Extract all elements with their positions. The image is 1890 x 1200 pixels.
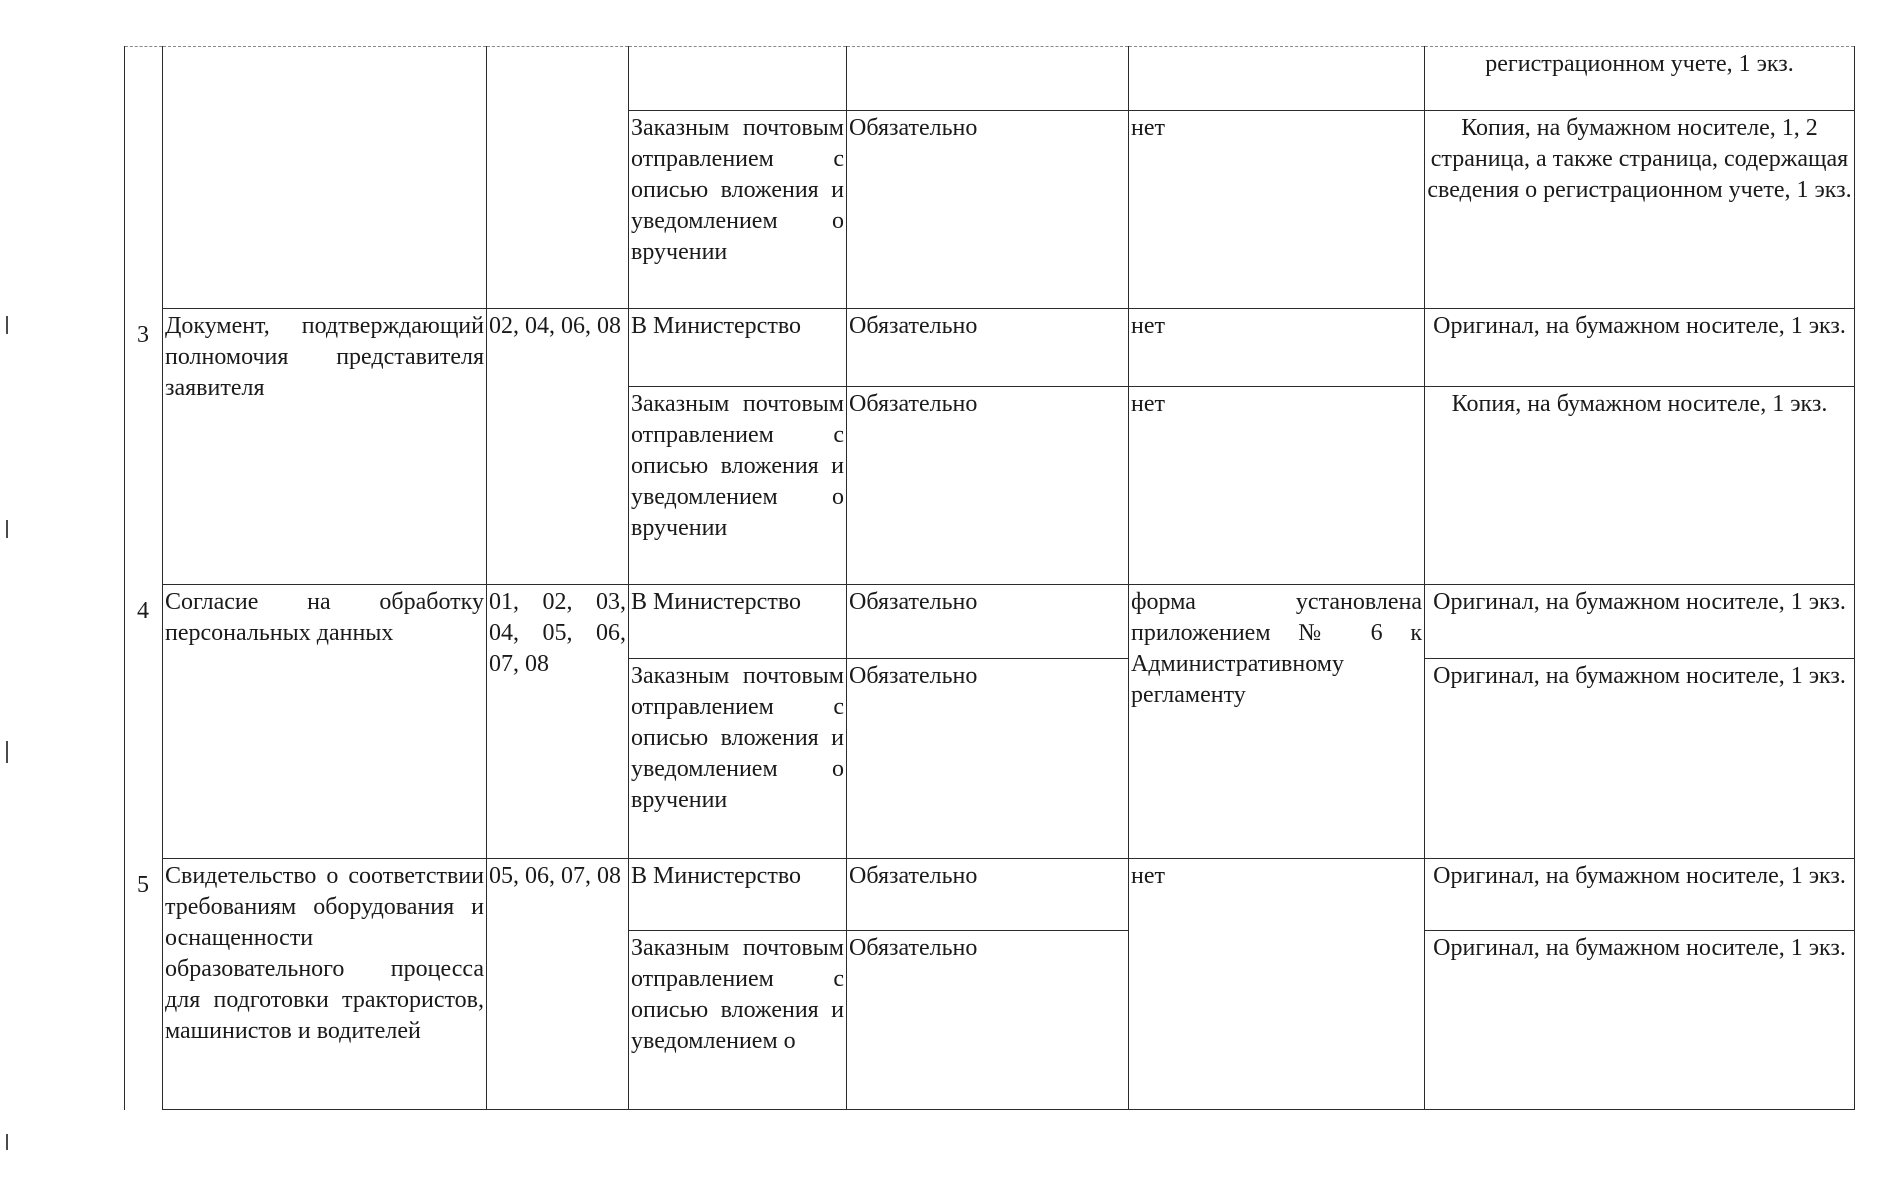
required-cell: Обязательно: [847, 111, 1129, 309]
margin-mark: [6, 316, 8, 334]
template-cell: нет: [1129, 309, 1425, 387]
document-name-cell: Свидетельство о соответствии требованиям оборудования и оснащенности образовательного процесса для подготовки трактористов, машинистов и водителей: [163, 859, 487, 1110]
codes-cell: 02, 04, 06, 08: [487, 309, 629, 585]
template-cell: нет: [1129, 111, 1425, 309]
method-cell: Заказным почтовым отправлением с описью вложения и уведомлением о вручении: [629, 659, 847, 859]
documents-table: [124, 46, 1855, 1110]
template-cell: [1129, 47, 1425, 111]
required-cell: Обязательно: [847, 659, 1129, 859]
margin-mark: [6, 1134, 8, 1150]
row-number: 4: [137, 598, 149, 624]
method-cell: В Министерство: [629, 585, 847, 659]
document-name-cell: Документ, подтверждающий полномочия представителя заявителя: [163, 309, 487, 585]
form-note-cell: регистрационном учете, 1 экз.: [1425, 47, 1855, 111]
template-cell: форма установлена приложением № 6 к Административному регламенту: [1129, 585, 1425, 859]
form-note-cell: Оригинал, на бумажном носителе, 1 экз.: [1425, 931, 1855, 1110]
form-note-cell: Оригинал, на бумажном носителе, 1 экз.: [1425, 585, 1855, 659]
codes-cell: [487, 47, 629, 309]
template-cell: нет: [1129, 859, 1425, 1110]
codes-cell: 05, 06, 07, 08: [487, 859, 629, 1110]
required-cell: Обязательно: [847, 859, 1129, 931]
method-cell: Заказным почтовым отправлением с описью вложения и уведомлением о вручении: [629, 387, 847, 585]
required-cell: [847, 47, 1129, 111]
method-cell: Заказным почтовым отправлением с описью вложения и уведомлением о вручении: [629, 111, 847, 309]
row-number-cell: [125, 47, 163, 309]
template-cell: нет: [1129, 387, 1425, 585]
form-note-cell: Оригинал, на бумажном носителе, 1 экз.: [1425, 659, 1855, 859]
method-cell: Заказным почтовым отправлением с описью вложения и уведомлением о: [629, 931, 847, 1110]
row-number: 5: [137, 872, 149, 898]
method-cell: [629, 47, 847, 111]
form-note-cell: Копия, на бумажном носителе, 1, 2 страница, а также страница, содержащая сведения о регистрационном учете, 1 экз.: [1425, 111, 1855, 309]
document-name-cell: [163, 47, 487, 309]
margin-mark: [6, 520, 8, 538]
method-cell: В Министерство: [629, 309, 847, 387]
required-cell: Обязательно: [847, 931, 1129, 1110]
method-cell: В Министерство: [629, 859, 847, 931]
required-cell: Обязательно: [847, 585, 1129, 659]
form-note-cell: Оригинал, на бумажном носителе, 1 экз.: [1425, 309, 1855, 387]
form-note-cell: Оригинал, на бумажном носителе, 1 экз.: [1425, 859, 1855, 931]
required-cell: Обязательно: [847, 387, 1129, 585]
document-name-cell: Согласие на обработку персональных данных: [163, 585, 487, 859]
required-cell: Обязательно: [847, 309, 1129, 387]
form-note-cell: Копия, на бумажном носителе, 1 экз.: [1425, 387, 1855, 585]
codes-cell: 01, 02, 03, 04, 05, 06, 07, 08: [487, 585, 629, 859]
row-number: 3: [137, 322, 149, 348]
margin-mark: [6, 741, 8, 763]
